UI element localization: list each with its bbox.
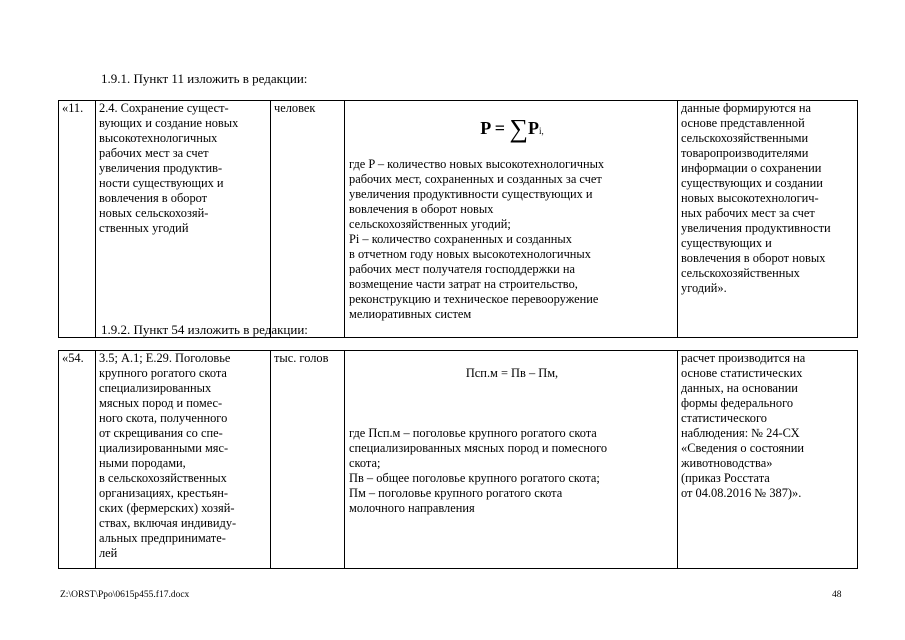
sigma-symbol: ∑	[509, 114, 529, 143]
data-source: расчет производится на основе статистических данных, на основании формы федерального статистического наблюдения: № 24-СХ «Сведения о состоянии животноводства» (приказ Росстата от 04.08.2016 № 387)».	[678, 351, 858, 569]
formula	[349, 116, 675, 143]
formula-explanation: где P – количество новых высокотехнологичных рабочих мест, сохраненных и созданных за счет увеличения продуктивности существующих и вовлечения в оборот новых сельскохозяйственных угодий; Pi – количество сохраненных и созданных в отчетном году новых высокотехнологичных рабочих мест получателя господдержки на возмещение части затрат на строительство, реконструкцию и техническое перевооружение мелиоративных систем	[349, 157, 605, 321]
formula-var: P	[528, 118, 540, 138]
table-point-11	[58, 100, 858, 338]
unit-of-measure: тыс. голов	[271, 351, 345, 569]
footer-file-path: Z:\ORST\Ppo\0615p455.f17.docx	[60, 590, 190, 600]
heading-point-54: 1.9.2. Пункт 54 изложить в редакции:	[101, 322, 308, 337]
formula-subscript: i	[539, 126, 542, 136]
formula-lhs: P =	[480, 118, 505, 138]
formula: Псп.м = Пв – Пм,	[465, 366, 559, 380]
indicator-name: 3.5; А.1; Е.29. Поголовье крупного рогатого скота специализированных мясных пород и помес- ного скота, полученного от скрещивания со спе- циализированными мяс- ными породами, в сельскохозяйственных организациях, крестьян- ских (фермерских) хозяй- ствах, включая индивиду- альных предпринимате- лей	[96, 351, 271, 569]
formula-cell	[345, 351, 678, 569]
table-row	[59, 351, 858, 569]
row-number: «54.	[59, 351, 96, 569]
formula-spacer	[349, 396, 675, 411]
formula-cell	[345, 101, 678, 338]
unit-of-measure: человек	[271, 101, 345, 338]
table-point-54	[58, 350, 858, 569]
table-row	[59, 101, 858, 338]
formula-explanation: где Псп.м – поголовье крупного рогатого скота специализированных мясных пород и помесного скота; Пв – общее поголовье крупного рогатого скота; Пм – поголовье крупного рогатого скота молочного направления	[349, 426, 608, 515]
formula-comma: ,	[541, 126, 544, 136]
data-source: данные формируются на основе представленной сельскохозяйственными товаропроизводителями информации о сохранении существующих и создании новых высокотехнологич- ных рабочих мест за счет увеличения продуктивности существующих и вовлечения в оборот новых сельскохозяйственных угодий».	[678, 101, 858, 338]
indicator-name: 2.4. Сохранение сущест- вующих и создание новых высокотехнологичных рабочих мест за счет увеличения продуктив- ности существующих и вовлечения в оборот новых сельскохозяй- ственных угодий	[96, 101, 271, 338]
page-number: 48	[832, 590, 842, 600]
heading-point-11: 1.9.1. Пункт 11 изложить в редакции:	[101, 71, 308, 86]
row-number: «11.	[59, 101, 96, 338]
